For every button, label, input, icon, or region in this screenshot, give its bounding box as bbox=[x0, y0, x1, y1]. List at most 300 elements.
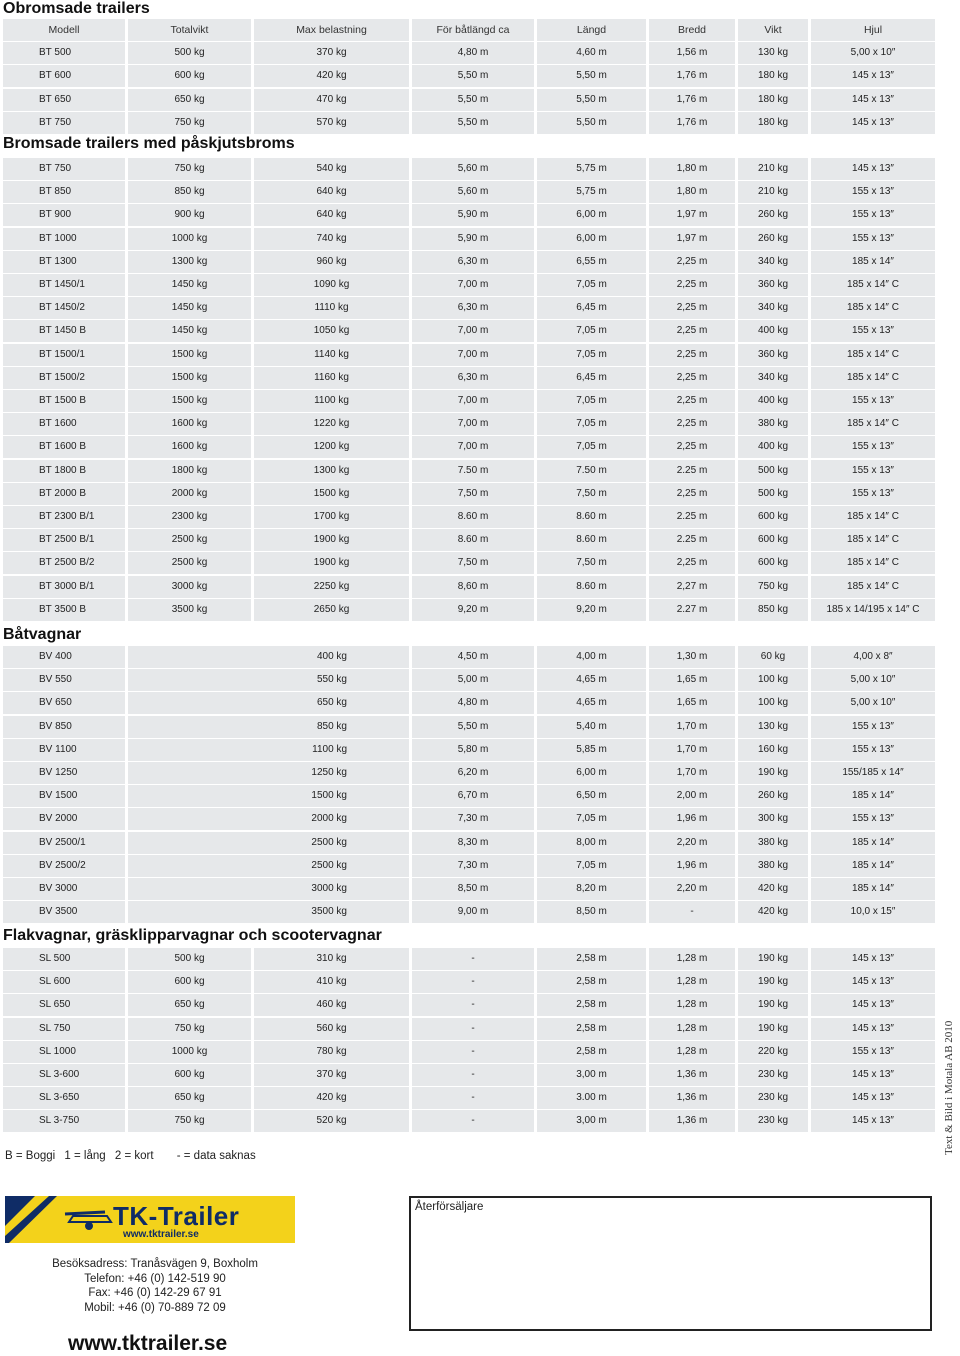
cell-max-belastning: 1300 kg bbox=[254, 460, 409, 482]
cell-max-belastning: 1110 kg bbox=[254, 297, 409, 319]
cell-modell: BT 500 bbox=[3, 42, 125, 64]
cell-totalvikt: 1450 kg bbox=[128, 274, 251, 296]
table-row bbox=[3, 483, 935, 505]
table-row bbox=[3, 785, 935, 807]
cell-langd: 6,00 m bbox=[537, 762, 646, 784]
cell-totalvikt: 3500 kg bbox=[128, 599, 251, 621]
cell-totalvikt: 1000 kg bbox=[128, 228, 251, 250]
cell-modell: BV 3000 bbox=[3, 878, 125, 900]
cell-vikt: 210 kg bbox=[738, 158, 808, 180]
cell-hjul: 185 x 14″ bbox=[811, 855, 935, 877]
cell-langd: 2,58 m bbox=[537, 948, 646, 970]
cell-totalvikt: 1500 kg bbox=[128, 344, 251, 366]
cell-vikt: 420 kg bbox=[738, 901, 808, 923]
cell-hjul: 185 x 14″ bbox=[811, 832, 935, 854]
cell-hjul: 155 x 13″ bbox=[811, 716, 935, 738]
cell-langd: 6,00 m bbox=[537, 228, 646, 250]
cell-batlangd: 7,50 m bbox=[412, 552, 534, 574]
cell-batlangd: 5,00 m bbox=[412, 669, 534, 691]
cell-modell: SL 1000 bbox=[3, 1041, 125, 1063]
cell-bredd: 1,97 m bbox=[649, 228, 735, 250]
tk-trailer-logo bbox=[5, 1196, 295, 1243]
cell-vikt: 190 kg bbox=[738, 971, 808, 993]
cell-batlangd: 5,50 m bbox=[412, 112, 534, 134]
cell-vikt: 160 kg bbox=[738, 739, 808, 761]
cell-hjul: 155 x 13″ bbox=[811, 181, 935, 203]
table-row bbox=[3, 971, 935, 993]
cell-batlangd: 5,80 m bbox=[412, 739, 534, 761]
cell-langd: 4,00 m bbox=[537, 646, 646, 668]
cell-batlangd: 5,50 m bbox=[412, 65, 534, 87]
cell-vikt: 180 kg bbox=[738, 112, 808, 134]
cell-bredd: 1,76 m bbox=[649, 89, 735, 111]
cell-max-belastning: 460 kg bbox=[254, 994, 409, 1016]
cell-hjul: 185 x 14″ bbox=[811, 878, 935, 900]
cell-totalvikt: 600 kg bbox=[128, 1064, 251, 1086]
cell-vikt: 230 kg bbox=[738, 1064, 808, 1086]
cell-batlangd: 7,30 m bbox=[412, 855, 534, 877]
table-row bbox=[3, 89, 935, 111]
cell-totalvikt: 1600 kg bbox=[128, 413, 251, 435]
cell-hjul: 185 x 14″ C bbox=[811, 413, 935, 435]
cell-batlangd: 6,30 m bbox=[412, 297, 534, 319]
cell-vikt: 850 kg bbox=[738, 599, 808, 621]
table-row bbox=[3, 878, 935, 900]
table-row bbox=[3, 344, 935, 366]
cell-batlangd: 5,50 m bbox=[412, 89, 534, 111]
cell-totalvikt: 1100 kg bbox=[128, 739, 409, 761]
cell-max-belastning: 740 kg bbox=[254, 228, 409, 250]
cell-bredd: 2,25 m bbox=[649, 344, 735, 366]
cell-hjul: 185 x 14″ bbox=[811, 251, 935, 273]
cell-vikt: 260 kg bbox=[738, 228, 808, 250]
cell-vikt: 220 kg bbox=[738, 1041, 808, 1063]
cell-totalvikt: 650 kg bbox=[128, 692, 409, 714]
cell-langd: 8,50 m bbox=[537, 901, 646, 923]
cell-vikt: 400 kg bbox=[738, 436, 808, 458]
cell-modell: BV 400 bbox=[3, 646, 125, 668]
cell-modell: SL 750 bbox=[3, 1018, 125, 1040]
cell-langd: 3,00 m bbox=[537, 1064, 646, 1086]
cell-langd: 8,20 m bbox=[537, 878, 646, 900]
cell-hjul: 185 x 14″ C bbox=[811, 552, 935, 574]
cell-hjul: 145 x 13″ bbox=[811, 158, 935, 180]
cell-hjul: 145 x 13″ bbox=[811, 948, 935, 970]
logo-brand: TK-Trailer bbox=[113, 1201, 240, 1231]
table-header-row bbox=[3, 19, 935, 41]
table-row bbox=[3, 948, 935, 970]
cell-hjul: 155 x 13″ bbox=[811, 808, 935, 830]
cell-hjul: 155 x 13″ bbox=[811, 483, 935, 505]
cell-langd: 7,05 m bbox=[537, 413, 646, 435]
legend-kort: 2 = kort bbox=[114, 1150, 154, 1162]
cell-totalvikt: 3000 kg bbox=[128, 878, 409, 900]
cell-totalvikt: 1450 kg bbox=[128, 320, 251, 342]
cell-langd: 2,58 m bbox=[537, 971, 646, 993]
cell-batlangd: 7.50 m bbox=[412, 460, 534, 482]
cell-bredd: 2,25 m bbox=[649, 436, 735, 458]
cell-totalvikt: 2300 kg bbox=[128, 506, 251, 528]
cell-vikt: 600 kg bbox=[738, 552, 808, 574]
table-row bbox=[3, 1018, 935, 1040]
cell-langd: 3,00 m bbox=[537, 1110, 646, 1132]
cell-modell: BV 1100 bbox=[3, 739, 125, 761]
cell-modell: BV 650 bbox=[3, 692, 125, 714]
legend-boggi: B = Boggi bbox=[5, 1150, 56, 1162]
cell-modell: BT 2300 B/1 bbox=[3, 506, 125, 528]
cell-modell: SL 600 bbox=[3, 971, 125, 993]
cell-max-belastning: 640 kg bbox=[254, 181, 409, 203]
cell-hjul: 155 x 13″ bbox=[811, 460, 935, 482]
address-phone: Telefon: +46 (0) 142-519 90 bbox=[84, 1272, 226, 1285]
cell-totalvikt: 750 kg bbox=[128, 112, 251, 134]
table-row bbox=[3, 112, 935, 134]
cell-totalvikt: 1600 kg bbox=[128, 436, 251, 458]
cell-batlangd: 6,20 m bbox=[412, 762, 534, 784]
cell-totalvikt: 1800 kg bbox=[128, 460, 251, 482]
cell-totalvikt: 3000 kg bbox=[128, 576, 251, 598]
cell-totalvikt: 900 kg bbox=[128, 204, 251, 226]
header-langd: Längd bbox=[537, 19, 646, 41]
cell-max-belastning: 520 kg bbox=[254, 1110, 409, 1132]
cell-langd: 7,50 m bbox=[537, 552, 646, 574]
cell-max-belastning: 1050 kg bbox=[254, 320, 409, 342]
cell-vikt: 600 kg bbox=[738, 529, 808, 551]
cell-batlangd: 8,30 m bbox=[412, 832, 534, 854]
table-row bbox=[3, 1110, 935, 1132]
cell-bredd: 1,65 m bbox=[649, 692, 735, 714]
cell-hjul: 155 x 13″ bbox=[811, 204, 935, 226]
cell-hjul: 155 x 13″ bbox=[811, 739, 935, 761]
cell-vikt: 420 kg bbox=[738, 878, 808, 900]
cell-vikt: 130 kg bbox=[738, 716, 808, 738]
cell-langd: 8.60 m bbox=[537, 529, 646, 551]
cell-hjul: 185 x 14/195 x 14″ C bbox=[811, 599, 935, 621]
cell-totalvikt: 650 kg bbox=[128, 1087, 251, 1109]
cell-vikt: 380 kg bbox=[738, 413, 808, 435]
cell-totalvikt: 600 kg bbox=[128, 65, 251, 87]
cell-totalvikt: 1250 kg bbox=[128, 762, 409, 784]
address-mobile: Mobil: +46 (0) 70-889 72 09 bbox=[84, 1301, 226, 1314]
cell-hjul: 5,00 x 10″ bbox=[811, 669, 935, 691]
cell-totalvikt: 650 kg bbox=[128, 89, 251, 111]
cell-hjul: 185 x 14″ C bbox=[811, 576, 935, 598]
cell-vikt: 340 kg bbox=[738, 251, 808, 273]
table-row bbox=[3, 529, 935, 551]
cell-bredd: 1,97 m bbox=[649, 204, 735, 226]
cell-modell: BT 1450/2 bbox=[3, 297, 125, 319]
cell-modell: SL 500 bbox=[3, 948, 125, 970]
cell-bredd: 2,25 m bbox=[649, 390, 735, 412]
table-row bbox=[3, 599, 935, 621]
cell-batlangd: 7,00 m bbox=[412, 390, 534, 412]
cell-hjul: 4,00 x 8″ bbox=[811, 646, 935, 668]
table-row bbox=[3, 297, 935, 319]
cell-bredd: 1,80 m bbox=[649, 158, 735, 180]
cell-max-belastning: 2650 kg bbox=[254, 599, 409, 621]
cell-max-belastning: 560 kg bbox=[254, 1018, 409, 1040]
cell-modell: SL 3-600 bbox=[3, 1064, 125, 1086]
cell-langd: 5,75 m bbox=[537, 181, 646, 203]
section-title-bromsade: Bromsade trailers med påskjutsbroms bbox=[3, 135, 295, 152]
cell-totalvikt: 2500 kg bbox=[128, 855, 409, 877]
legend-lang: 1 = lång bbox=[64, 1150, 106, 1162]
cell-bredd: 1,30 m bbox=[649, 646, 735, 668]
cell-vikt: 500 kg bbox=[738, 460, 808, 482]
cell-max-belastning: 470 kg bbox=[254, 89, 409, 111]
table-row bbox=[3, 1041, 935, 1063]
table-row bbox=[3, 832, 935, 854]
cell-langd: 8.60 m bbox=[537, 506, 646, 528]
cell-max-belastning: 1200 kg bbox=[254, 436, 409, 458]
cell-totalvikt: 2500 kg bbox=[128, 832, 409, 854]
cell-modell: BV 1250 bbox=[3, 762, 125, 784]
table-row bbox=[3, 646, 935, 668]
cell-langd: 5,50 m bbox=[537, 65, 646, 87]
cell-bredd: 1,28 m bbox=[649, 1018, 735, 1040]
cell-batlangd: - bbox=[412, 1110, 534, 1132]
cell-max-belastning: 1900 kg bbox=[254, 552, 409, 574]
address-fax: Fax: +46 (0) 142-29 67 91 bbox=[88, 1287, 222, 1299]
cell-batlangd: 7,00 m bbox=[412, 320, 534, 342]
cell-totalvikt: 1500 kg bbox=[128, 785, 409, 807]
cell-batlangd: - bbox=[412, 1018, 534, 1040]
cell-batlangd: 8,60 m bbox=[412, 576, 534, 598]
table-row bbox=[3, 274, 935, 296]
table-row bbox=[3, 320, 935, 342]
cell-vikt: 260 kg bbox=[738, 204, 808, 226]
cell-batlangd: - bbox=[412, 1087, 534, 1109]
cell-vikt: 500 kg bbox=[738, 483, 808, 505]
cell-vikt: 260 kg bbox=[738, 785, 808, 807]
cell-bredd: 2.25 m bbox=[649, 529, 735, 551]
cell-max-belastning: 1160 kg bbox=[254, 367, 409, 389]
cell-max-belastning: 780 kg bbox=[254, 1041, 409, 1063]
cell-totalvikt: 3500 kg bbox=[128, 901, 409, 923]
cell-max-belastning: 1100 kg bbox=[254, 390, 409, 412]
cell-modell: BT 650 bbox=[3, 89, 125, 111]
cell-langd: 5,85 m bbox=[537, 739, 646, 761]
cell-vikt: 400 kg bbox=[738, 390, 808, 412]
cell-langd: 2,58 m bbox=[537, 1018, 646, 1040]
cell-hjul: 145 x 13″ bbox=[811, 89, 935, 111]
cell-hjul: 155/185 x 14″ bbox=[811, 762, 935, 784]
cell-bredd: 1,28 m bbox=[649, 948, 735, 970]
cell-modell: BT 1800 B bbox=[3, 460, 125, 482]
logo-url: www.tktrailer.se bbox=[123, 1229, 199, 1240]
cell-modell: BT 1000 bbox=[3, 228, 125, 250]
table-row bbox=[3, 552, 935, 574]
website-link[interactable]: www.tktrailer.se bbox=[68, 1332, 228, 1355]
cell-bredd: 1,70 m bbox=[649, 762, 735, 784]
cell-max-belastning: 310 kg bbox=[254, 948, 409, 970]
cell-langd: 7,05 m bbox=[537, 855, 646, 877]
cell-langd: 6,00 m bbox=[537, 204, 646, 226]
cell-bredd: 2.25 m bbox=[649, 460, 735, 482]
cell-langd: 6,45 m bbox=[537, 297, 646, 319]
cell-langd: 7,50 m bbox=[537, 483, 646, 505]
cell-max-belastning: 420 kg bbox=[254, 65, 409, 87]
table-row bbox=[3, 228, 935, 250]
cell-totalvikt: 500 kg bbox=[128, 948, 251, 970]
cell-vikt: 230 kg bbox=[738, 1110, 808, 1132]
cell-modell: BV 2500/2 bbox=[3, 855, 125, 877]
cell-langd: 4,65 m bbox=[537, 669, 646, 691]
cell-langd: 6,50 m bbox=[537, 785, 646, 807]
dealer-label: Återförsäljare bbox=[415, 1201, 484, 1213]
cell-vikt: 190 kg bbox=[738, 762, 808, 784]
cell-modell: BV 1500 bbox=[3, 785, 125, 807]
cell-hjul: 5,00 x 10″ bbox=[811, 692, 935, 714]
cell-batlangd: 8,50 m bbox=[412, 878, 534, 900]
header-totalvikt: Totalvikt bbox=[128, 19, 251, 41]
dealer-box bbox=[409, 1196, 932, 1331]
cell-bredd: 2.27 m bbox=[649, 599, 735, 621]
cell-modell: BT 2000 B bbox=[3, 483, 125, 505]
cell-modell: BT 2500 B/2 bbox=[3, 552, 125, 574]
cell-langd: 5,75 m bbox=[537, 158, 646, 180]
cell-batlangd: - bbox=[412, 971, 534, 993]
cell-totalvikt: 400 kg bbox=[128, 646, 409, 668]
cell-max-belastning: 2250 kg bbox=[254, 576, 409, 598]
cell-batlangd: 5,90 m bbox=[412, 228, 534, 250]
cell-hjul: 145 x 13″ bbox=[811, 971, 935, 993]
section-title-flakvagnar: Flakvagnar, gräsklipparvagnar och scootervagnar bbox=[3, 927, 382, 944]
cell-bredd: 2,25 m bbox=[649, 251, 735, 273]
cell-totalvikt: 2500 kg bbox=[128, 529, 251, 551]
cell-modell: BV 850 bbox=[3, 716, 125, 738]
cell-bredd: 1,36 m bbox=[649, 1110, 735, 1132]
cell-langd: 7,05 m bbox=[537, 808, 646, 830]
cell-modell: BV 2500/1 bbox=[3, 832, 125, 854]
cell-bredd: 1,65 m bbox=[649, 669, 735, 691]
cell-batlangd: - bbox=[412, 1064, 534, 1086]
cell-totalvikt: 2000 kg bbox=[128, 483, 251, 505]
cell-modell: BT 2500 B/1 bbox=[3, 529, 125, 551]
table-row bbox=[3, 1064, 935, 1086]
table-row bbox=[3, 158, 935, 180]
cell-totalvikt: 750 kg bbox=[128, 158, 251, 180]
cell-max-belastning: 420 kg bbox=[254, 1087, 409, 1109]
cell-vikt: 100 kg bbox=[738, 669, 808, 691]
cell-langd: 8.60 m bbox=[537, 576, 646, 598]
table-row bbox=[3, 204, 935, 226]
cell-vikt: 100 kg bbox=[738, 692, 808, 714]
cell-bredd: 2,20 m bbox=[649, 832, 735, 854]
cell-bredd: 1,36 m bbox=[649, 1064, 735, 1086]
cell-vikt: 380 kg bbox=[738, 832, 808, 854]
cell-max-belastning: 410 kg bbox=[254, 971, 409, 993]
cell-hjul: 185 x 14″ bbox=[811, 785, 935, 807]
cell-max-belastning: 1700 kg bbox=[254, 506, 409, 528]
cell-totalvikt: 1500 kg bbox=[128, 367, 251, 389]
cell-modell: BT 900 bbox=[3, 204, 125, 226]
header-batlangd: För båtlängd ca bbox=[412, 19, 534, 41]
cell-totalvikt: 750 kg bbox=[128, 1018, 251, 1040]
cell-bredd: 2,20 m bbox=[649, 878, 735, 900]
header-vikt: Vikt bbox=[738, 19, 808, 41]
cell-vikt: 400 kg bbox=[738, 320, 808, 342]
cell-modell: BT 1450/1 bbox=[3, 274, 125, 296]
cell-langd: 8,00 m bbox=[537, 832, 646, 854]
cell-bredd: 2,25 m bbox=[649, 297, 735, 319]
table-row bbox=[3, 460, 935, 482]
cell-modell: SL 3-750 bbox=[3, 1110, 125, 1132]
cell-batlangd: 5,50 m bbox=[412, 716, 534, 738]
cell-bredd: 2,00 m bbox=[649, 785, 735, 807]
cell-modell: BT 1500/1 bbox=[3, 344, 125, 366]
cell-bredd: 2.25 m bbox=[649, 506, 735, 528]
cell-hjul: 5,00 x 10″ bbox=[811, 42, 935, 64]
cell-vikt: 340 kg bbox=[738, 367, 808, 389]
cell-langd: 7,05 m bbox=[537, 274, 646, 296]
cell-hjul: 155 x 13″ bbox=[811, 436, 935, 458]
cell-vikt: 60 kg bbox=[738, 646, 808, 668]
cell-langd: 3.00 m bbox=[537, 1087, 646, 1109]
cell-langd: 9,20 m bbox=[537, 599, 646, 621]
cell-langd: 7,05 m bbox=[537, 344, 646, 366]
cell-modell: BT 3500 B bbox=[3, 599, 125, 621]
table-row bbox=[3, 367, 935, 389]
cell-batlangd: 9,00 m bbox=[412, 901, 534, 923]
cell-modell: BV 550 bbox=[3, 669, 125, 691]
cell-vikt: 600 kg bbox=[738, 506, 808, 528]
header-modell: Modell bbox=[3, 19, 125, 41]
cell-batlangd: - bbox=[412, 1041, 534, 1063]
cell-totalvikt: 2500 kg bbox=[128, 552, 251, 574]
cell-langd: 7,05 m bbox=[537, 436, 646, 458]
cell-vikt: 210 kg bbox=[738, 181, 808, 203]
cell-hjul: 145 x 13″ bbox=[811, 1018, 935, 1040]
table-row bbox=[3, 181, 935, 203]
cell-hjul: 185 x 14″ C bbox=[811, 367, 935, 389]
cell-max-belastning: 640 kg bbox=[254, 204, 409, 226]
cell-hjul: 185 x 14″ C bbox=[811, 274, 935, 296]
cell-vikt: 180 kg bbox=[738, 65, 808, 87]
table-row bbox=[3, 855, 935, 877]
cell-max-belastning: 1220 kg bbox=[254, 413, 409, 435]
cell-vikt: 300 kg bbox=[738, 808, 808, 830]
cell-max-belastning: 960 kg bbox=[254, 251, 409, 273]
cell-bredd: 2,25 m bbox=[649, 320, 735, 342]
cell-totalvikt: 550 kg bbox=[128, 669, 409, 691]
cell-bredd: 1,36 m bbox=[649, 1087, 735, 1109]
table-row bbox=[3, 716, 935, 738]
table-row bbox=[3, 436, 935, 458]
table-row bbox=[3, 669, 935, 691]
cell-bredd: 1,28 m bbox=[649, 994, 735, 1016]
cell-batlangd: 7,00 m bbox=[412, 436, 534, 458]
cell-langd: 5,40 m bbox=[537, 716, 646, 738]
cell-modell: BV 2000 bbox=[3, 808, 125, 830]
cell-hjul: 145 x 13″ bbox=[811, 1087, 935, 1109]
cell-modell: BT 600 bbox=[3, 65, 125, 87]
cell-totalvikt: 650 kg bbox=[128, 994, 251, 1016]
cell-hjul: 185 x 14″ C bbox=[811, 529, 935, 551]
cell-bredd: 2,25 m bbox=[649, 413, 735, 435]
cell-max-belastning: 370 kg bbox=[254, 42, 409, 64]
cell-hjul: 145 x 13″ bbox=[811, 994, 935, 1016]
cell-langd: 6,45 m bbox=[537, 367, 646, 389]
cell-hjul: 10,0 x 15″ bbox=[811, 901, 935, 923]
cell-bredd: 1,96 m bbox=[649, 855, 735, 877]
cell-batlangd: 4,80 m bbox=[412, 692, 534, 714]
cell-langd: 5,50 m bbox=[537, 112, 646, 134]
cell-batlangd: 7,00 m bbox=[412, 413, 534, 435]
cell-hjul: 145 x 13″ bbox=[811, 1064, 935, 1086]
cell-hjul: 185 x 14″ C bbox=[811, 506, 935, 528]
cell-hjul: 145 x 13″ bbox=[811, 1110, 935, 1132]
